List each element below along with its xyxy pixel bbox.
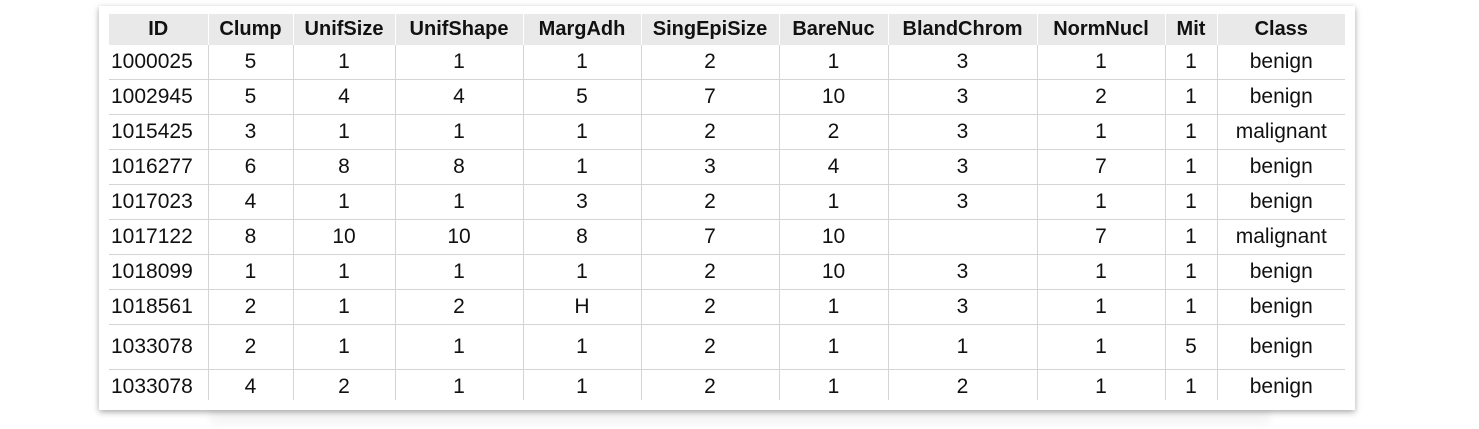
cell-blandchrom: 3 [888,80,1037,115]
cell-normnucl: 1 [1037,290,1165,325]
cell-mit: 1 [1165,150,1217,185]
cell-mit: 1 [1165,80,1217,115]
cell-barenuc: 10 [779,255,888,290]
cell-singepisize: 2 [641,255,779,290]
cell-normnucl: 1 [1037,185,1165,220]
cell-class: benign [1217,150,1345,185]
cell-clump: 2 [208,290,293,325]
cell-class: malignant [1217,220,1345,255]
cell-barenuc: 1 [779,325,888,370]
table-row [109,220,1345,255]
table-body [109,45,1345,400]
cell-id: 1033078 [109,370,208,401]
table-row [109,150,1345,185]
header-clump: Clump [208,14,293,45]
data-table [109,14,1345,400]
cell-singepisize: 2 [641,370,779,401]
cell-singepisize: 7 [641,220,779,255]
cell-id: 1017122 [109,220,208,255]
cell-clump: 1 [208,255,293,290]
cell-mit: 1 [1165,370,1217,401]
table-row [109,370,1345,401]
cell-unifsize: 1 [293,45,395,80]
cell-blandchrom: 3 [888,150,1037,185]
table-row [109,80,1345,115]
cell-id: 1002945 [109,80,208,115]
cell-unifshape: 1 [395,370,523,401]
cell-mit: 1 [1165,220,1217,255]
cell-barenuc: 2 [779,115,888,150]
table-row [109,115,1345,150]
cell-unifsize: 1 [293,325,395,370]
cell-normnucl: 7 [1037,150,1165,185]
table-row [109,325,1345,370]
table-row [109,185,1345,220]
cell-singepisize: 2 [641,45,779,80]
cell-barenuc: 1 [779,370,888,401]
cell-unifshape: 2 [395,290,523,325]
cell-id: 1018561 [109,290,208,325]
cell-margadh: 3 [523,185,641,220]
cell-normnucl: 1 [1037,45,1165,80]
cell-id: 1017023 [109,185,208,220]
cell-unifshape: 1 [395,185,523,220]
cell-clump: 4 [208,370,293,401]
cell-singepisize: 2 [641,325,779,370]
cell-class: benign [1217,370,1345,401]
cell-mit: 1 [1165,290,1217,325]
header-barenuc: BareNuc [779,14,888,45]
cell-unifsize: 1 [293,115,395,150]
cell-class: benign [1217,255,1345,290]
cell-unifshape: 1 [395,45,523,80]
cell-barenuc: 1 [779,185,888,220]
cell-margadh: 1 [523,325,641,370]
cell-normnucl: 2 [1037,80,1165,115]
cell-unifsize: 10 [293,220,395,255]
cell-barenuc: 1 [779,45,888,80]
cell-blandchrom: 3 [888,255,1037,290]
cell-blandchrom: 3 [888,290,1037,325]
cell-blandchrom: 2 [888,370,1037,401]
cell-id: 1033078 [109,325,208,370]
cell-margadh: 5 [523,80,641,115]
cell-class: benign [1217,290,1345,325]
cell-margadh: 8 [523,220,641,255]
cell-blandchrom: 3 [888,185,1037,220]
header-class: Class [1217,14,1345,45]
cell-clump: 2 [208,325,293,370]
cell-unifshape: 8 [395,150,523,185]
cell-clump: 3 [208,115,293,150]
cell-unifsize: 4 [293,80,395,115]
cell-clump: 5 [208,45,293,80]
cell-clump: 5 [208,80,293,115]
cell-unifshape: 4 [395,80,523,115]
table-row [109,290,1345,325]
cell-class: benign [1217,80,1345,115]
cell-class: benign [1217,325,1345,370]
table-row [109,255,1345,290]
header-id: ID [109,14,208,45]
cell-class: benign [1217,185,1345,220]
header-unifsize: UnifSize [293,14,395,45]
cell-unifsize: 1 [293,185,395,220]
cell-unifshape: 1 [395,115,523,150]
cell-unifsize: 1 [293,255,395,290]
cell-normnucl: 7 [1037,220,1165,255]
cell-blandchrom: 1 [888,325,1037,370]
cell-normnucl: 1 [1037,325,1165,370]
header-row [109,14,1345,45]
cell-unifsize: 2 [293,370,395,401]
cell-singepisize: 2 [641,290,779,325]
cell-margadh: H [523,290,641,325]
cell-normnucl: 1 [1037,255,1165,290]
cell-barenuc: 10 [779,80,888,115]
cell-barenuc: 1 [779,290,888,325]
header-unifshape: UnifShape [395,14,523,45]
table-scroll-area [109,14,1345,400]
cell-blandchrom [888,220,1037,255]
cell-unifsize: 1 [293,290,395,325]
header-margadh: MargAdh [523,14,641,45]
header-normnucl: NormNucl [1037,14,1165,45]
cell-normnucl: 1 [1037,370,1165,401]
cell-singepisize: 2 [641,185,779,220]
table-card [99,6,1355,410]
cell-margadh: 1 [523,255,641,290]
cell-unifshape: 10 [395,220,523,255]
cell-blandchrom: 3 [888,45,1037,80]
cell-mit: 1 [1165,185,1217,220]
cell-barenuc: 10 [779,220,888,255]
cell-singepisize: 7 [641,80,779,115]
cell-unifshape: 1 [395,255,523,290]
cell-class: benign [1217,45,1345,80]
cell-mit: 5 [1165,325,1217,370]
cell-clump: 4 [208,185,293,220]
cell-barenuc: 4 [779,150,888,185]
cell-clump: 6 [208,150,293,185]
table-row [109,45,1345,80]
cell-margadh: 1 [523,150,641,185]
cell-normnucl: 1 [1037,115,1165,150]
header-blandchrom: BlandChrom [888,14,1037,45]
cell-mit: 1 [1165,115,1217,150]
header-mit: Mit [1165,14,1217,45]
header-singepisize: SingEpiSize [641,14,779,45]
cell-singepisize: 3 [641,150,779,185]
cell-margadh: 1 [523,370,641,401]
cell-mit: 1 [1165,45,1217,80]
cell-id: 1015425 [109,115,208,150]
cell-unifsize: 8 [293,150,395,185]
cell-class: malignant [1217,115,1345,150]
cell-mit: 1 [1165,255,1217,290]
cell-id: 1000025 [109,45,208,80]
cell-clump: 8 [208,220,293,255]
cell-unifshape: 1 [395,325,523,370]
cell-singepisize: 2 [641,115,779,150]
cell-blandchrom: 3 [888,115,1037,150]
cell-id: 1016277 [109,150,208,185]
cell-margadh: 1 [523,45,641,80]
cell-id: 1018099 [109,255,208,290]
cell-margadh: 1 [523,115,641,150]
